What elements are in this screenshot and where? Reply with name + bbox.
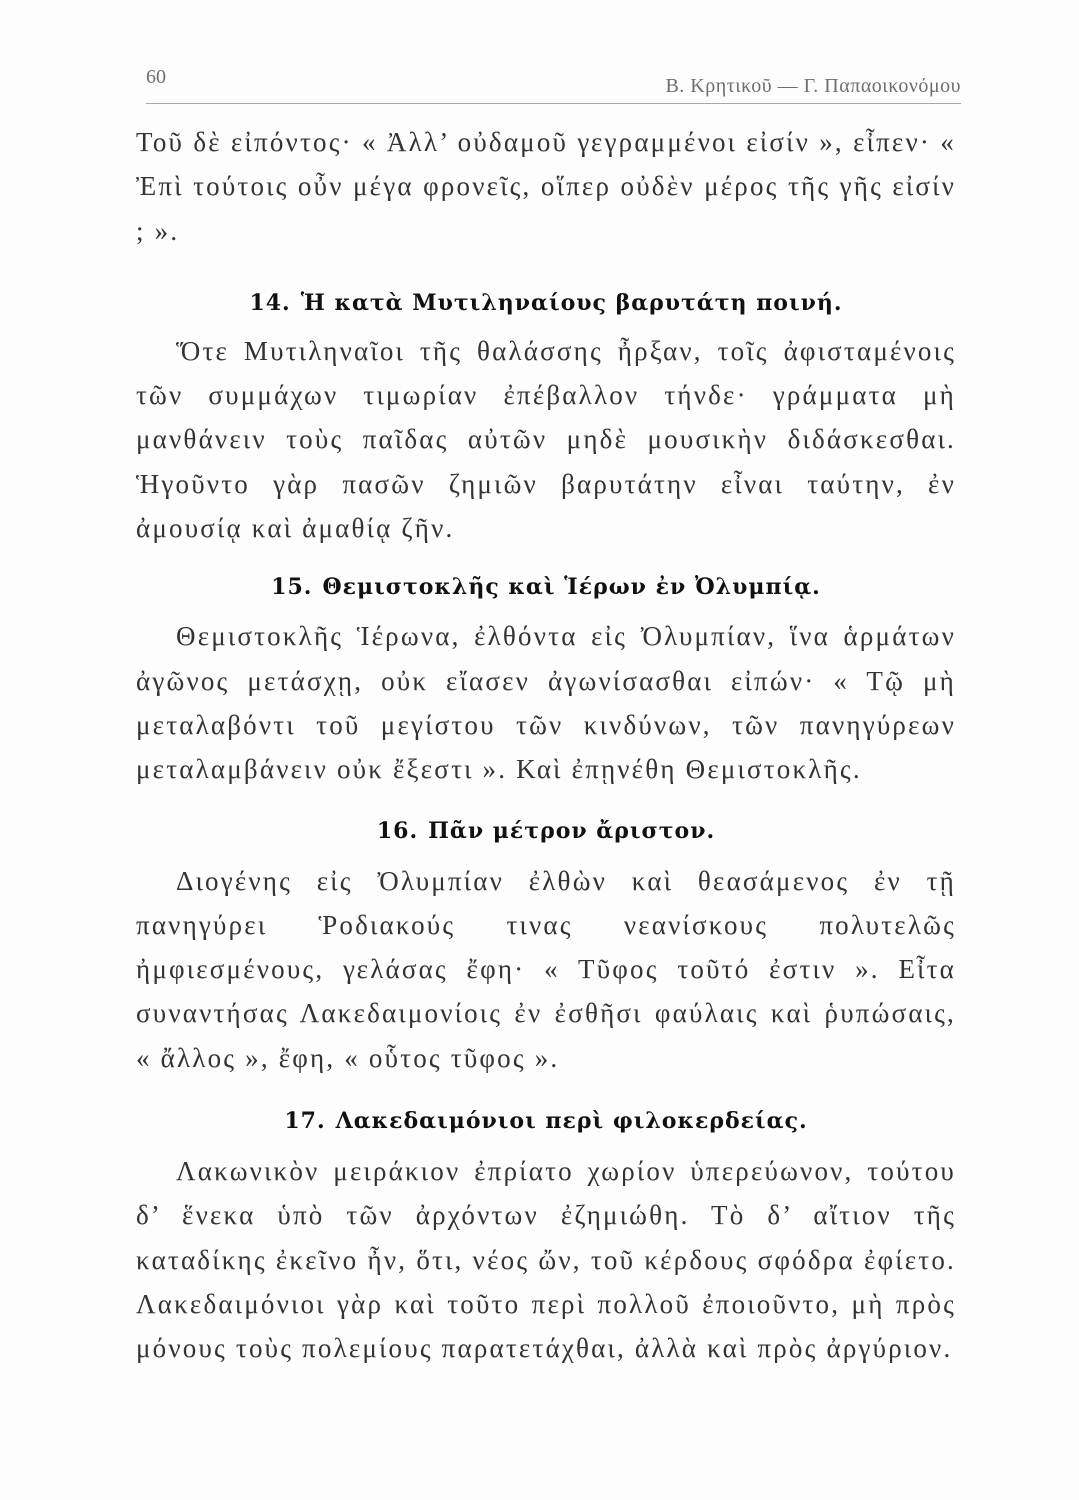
section-body-16: Διογένης εἰς Ὀλυμπίαν ἐλθὼν καὶ θεασάμενος ἐν τῇ πανηγύρει Ῥοδιακούς τινας νεανίσκους πολυτελῶς ἠμφιεσμένους, γελάσας ἔφη· « Τῦφος τοῦτό ἐστιν ». Εἶτα συναντήσας Λακεδαιμονίοις ἐν ἐσθῆσι φαύλαις καὶ ῥυπώσαις, « ἄλλος », ἔφη, « οὗτος τῦφος ». [136, 865, 956, 1073]
section-title-16: Πᾶν μέτρον ἄριστον. [428, 817, 716, 844]
section-title-17: Λακεδαιμόνιοι περὶ φιλοκερδείας. [335, 1108, 808, 1135]
section-title-15: Θεμιστοκλῆς καὶ Ἱέρων ἐν Ὀλυμπίᾳ. [322, 574, 821, 601]
section-body-17: Λακωνικὸν μειράκιον ἐπρίατο χωρίον ὑπερεύωνον, τούτου δ’ ἕνεκα ὑπὸ τῶν ἀρχόντων ἐζημιώθη. Τὸ δ’ αἴτιον τῆς καταδίκης ἐκεῖνο ἦν, ὅτι, νέος ὤν, τοῦ κέρδους σφόδρα ἐφίετο. Λακεδαιμόνιοι γὰρ καὶ τοῦτο περὶ πολλοῦ ἐποιοῦντο, μὴ πρὸς μόνους τοὺς πολεμίους παρατετάχθαι, ἀλλὰ καὶ πρὸς ἀργύριον. [136, 1156, 956, 1364]
intro-paragraph: Τοῦ δὲ εἰπόντος· « Ἀλλ’ οὐδαμοῦ γεγραμμένοι εἰσίν », εἶπεν· « Ἐπὶ τούτοις οὖν μέγα φρονεῖς, οἵπερ οὐδὲν μέρος τῆς γῆς εἰσίν ; ». [136, 127, 956, 246]
section-heading-16 [136, 818, 956, 844]
section-heading-15 [136, 574, 956, 600]
section-number-15: 15. [271, 574, 313, 601]
page-content [136, 120, 956, 1371]
page-number: 60 [146, 66, 166, 88]
section-heading-17 [136, 1108, 956, 1134]
section-number-16: 16. [376, 817, 419, 844]
running-title: Β. Κρητικοῦ — Γ. Παπαοικονόμου [665, 75, 961, 97]
section-heading-14 [136, 290, 956, 316]
section-number-17: 17. [284, 1108, 326, 1135]
section-title-14: Ἡ κατὰ Μυτιληναίους βαρυτάτη ποινή. [300, 289, 843, 316]
section-body-15: Θεμιστοκλῆς Ἱέρωνα, ἐλθόντα εἰς Ὀλυμπίαν, ἵνα ἁρμάτων ἀγῶνος μετάσχῃ, οὐκ εἴασεν ἀγωνίσασθαι εἰπών· « Τῷ μὴ μεταλαβόντι τοῦ μεγίστου τῶν κινδύνων, τῶν πανηγύρεων μεταλαμβάνειν οὐκ ἔξεστι ». Καὶ ἐπῃνέθη Θεμιστοκλῆς. [136, 621, 956, 785]
running-head [146, 66, 961, 106]
section-number-14: 14. [249, 289, 291, 316]
header-rule [146, 103, 961, 104]
section-body-14: Ὅτε Μυτιληναῖοι τῆς θαλάσσης ἦρξαν, τοῖς ἀφισταμένοις τῶν συμμάχων τιμωρίαν ἐπέβαλλον τήνδε· γράμματα μὴ μανθάνειν τοὺς παῖδας αὐτῶν μηδὲ μουσικὴν διδάσκεσθαι. Ἡγοῦντο γὰρ πασῶν ζημιῶν βαρυτάτην εἶναι ταύτην, ἐν ἀμουσίᾳ καὶ ἀμαθίᾳ ζῆν. [136, 335, 956, 544]
